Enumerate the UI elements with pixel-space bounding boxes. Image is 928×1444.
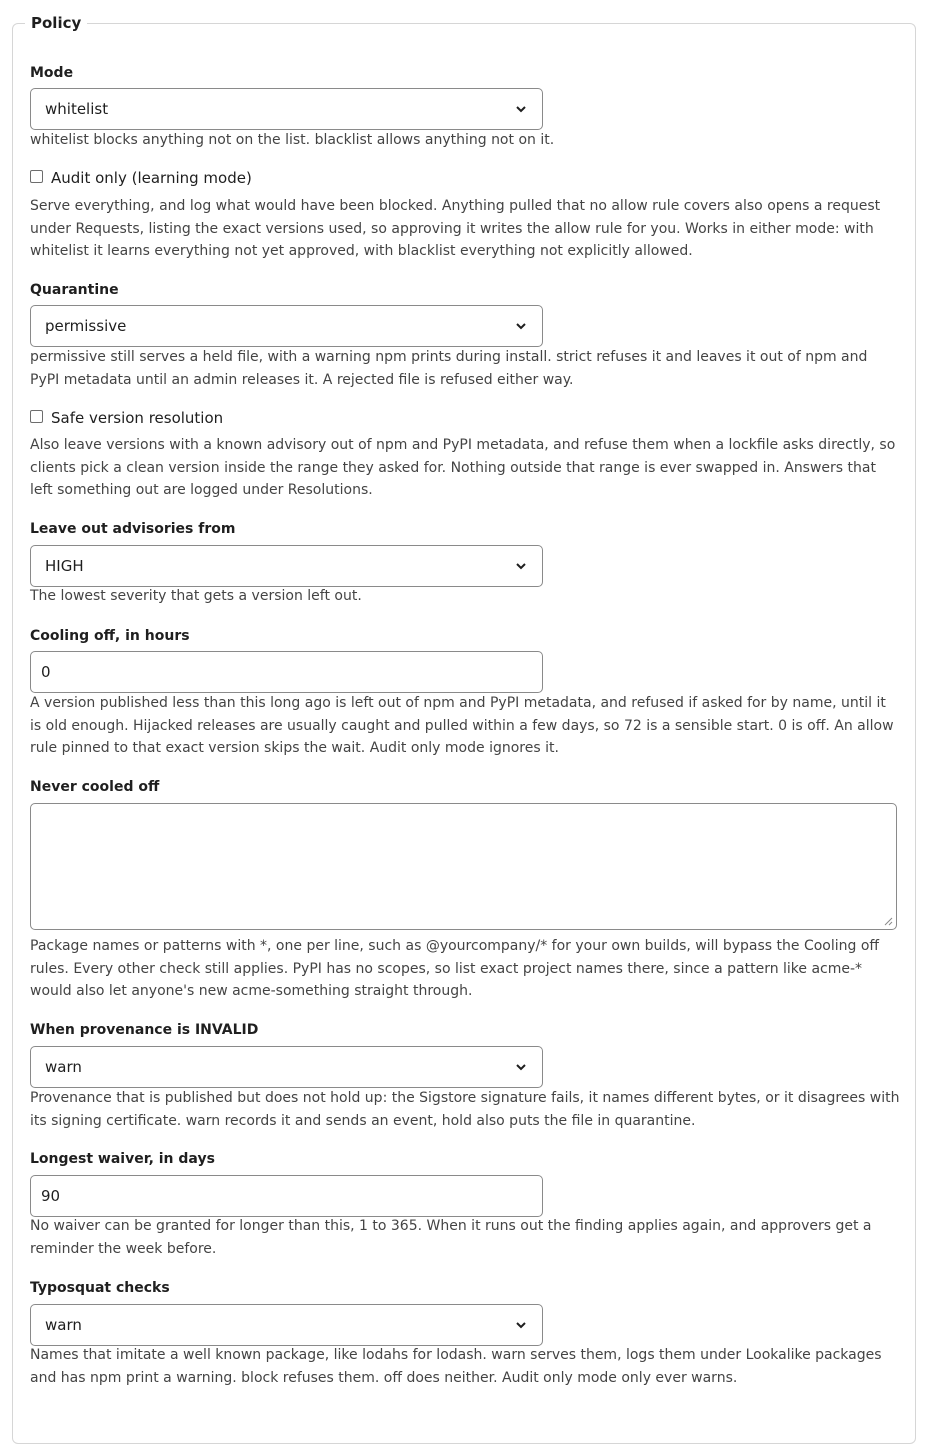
typosquat-label: Typosquat checks [30,1280,170,1296]
safe-version-row[interactable] [30,409,223,427]
provenance-invalid-help: Provenance that is published but does not hold up: the Sigstore signature fails, it names different bytes, or it disagrees with its signing certificate. warn records it and sends an event, hold also puts the file in quarantine. [30,1090,900,1129]
chevron-down-icon [514,1318,528,1332]
mode-help: whitelist blocks anything not on the list. blacklist allows anything not on it. [30,132,555,148]
chevron-down-icon [514,559,528,573]
chevron-down-icon [514,102,528,116]
longest-waiver-help: No waiver can be granted for longer than this, 1 to 365. When it runs out the finding applies again, and approvers get a reminder the week before. [30,1218,872,1257]
cooling-off-input[interactable] [30,651,543,693]
advisories-from-label: Leave out advisories from [30,521,236,537]
cooling-off-input-value: 0 [41,663,51,681]
quarantine-help: permissive still serves a held file, with a warning npm prints during install. strict refuses it and leaves it out of npm and PyPI metadata until an admin releases it. A rejected file is refused either way. [30,349,868,388]
advisories-from-help: The lowest severity that gets a version left out. [30,588,362,604]
audit-only-checkbox[interactable] [30,170,43,183]
cooling-off-help: A version published less than this long ago is left out of npm and PyPI metadata, and refused if asked for by name, until it is old enough. Hijacked releases are usually caught and pulled within a few days, so 72 is a sensible start. 0 is off. An allow rule pinned to that exact version skips the wait. Audit only mode ignores it. [30,695,894,756]
resize-grip-icon[interactable] [884,917,893,926]
longest-waiver-input[interactable] [30,1175,543,1217]
never-cooled-textarea[interactable] [30,803,897,930]
policy-legend: Policy [31,14,82,32]
longest-waiver-label: Longest waiver, in days [30,1151,215,1167]
safe-version-label[interactable]: Safe version resolution [51,409,224,427]
advisories-from-select-value: HIGH [45,557,84,575]
longest-waiver-input-value: 90 [41,1187,61,1205]
safe-version-help: Also leave versions with a known advisory out of npm and PyPI metadata, and refuse them when a lockfile asks directly, so clients pick a clean version inside the range they asked for. Nothing outside that range is ever swapped in. Answers that left something out are logged under Resolutions. [30,437,896,498]
typosquat-help: Names that imitate a well known package, like lodahs for lodash. warn serves them, logs them under Lookalike packages and has npm print a warning. block refuses them. off does neither. Audit only mode only ever warns. [30,1347,882,1386]
quarantine-select[interactable] [30,305,543,347]
mode-select-value: whitelist [45,100,109,118]
advisories-from-select[interactable] [30,545,543,587]
chevron-down-icon [514,1060,528,1074]
cooling-off-label: Cooling off, in hours [30,628,190,644]
provenance-invalid-select[interactable] [30,1046,543,1088]
mode-select[interactable] [30,88,543,130]
audit-only-label[interactable]: Audit only (learning mode) [51,169,252,187]
typosquat-select-value: warn [45,1316,82,1334]
typosquat-select[interactable] [30,1304,543,1346]
mode-label: Mode [30,65,74,81]
never-cooled-label: Never cooled off [30,779,160,795]
chevron-down-icon [514,319,528,333]
provenance-invalid-label: When provenance is INVALID [30,1022,259,1038]
quarantine-select-value: permissive [45,317,127,335]
quarantine-label: Quarantine [30,282,119,298]
audit-only-row[interactable] [30,169,252,187]
never-cooled-help: Package names or patterns with *, one per line, such as @yourcompany/* for your own builds, will bypass the Cooling off rules. Every other check still applies. PyPI has no scopes, so list exact project names there, since a pattern like acme-* would also let anyone's new acme-something straight through. [30,938,880,999]
provenance-invalid-select-value: warn [45,1058,82,1076]
audit-only-help: Serve everything, and log what would have been blocked. Anything pulled that no allow rule covers also opens a request under Requests, listing the exact versions used, so approving it writes the allow rule for you. Works in either mode: with whitelist it learns everything not yet approved, with blacklist everything not explicitly allowed. [30,198,881,259]
safe-version-checkbox[interactable] [30,410,43,423]
